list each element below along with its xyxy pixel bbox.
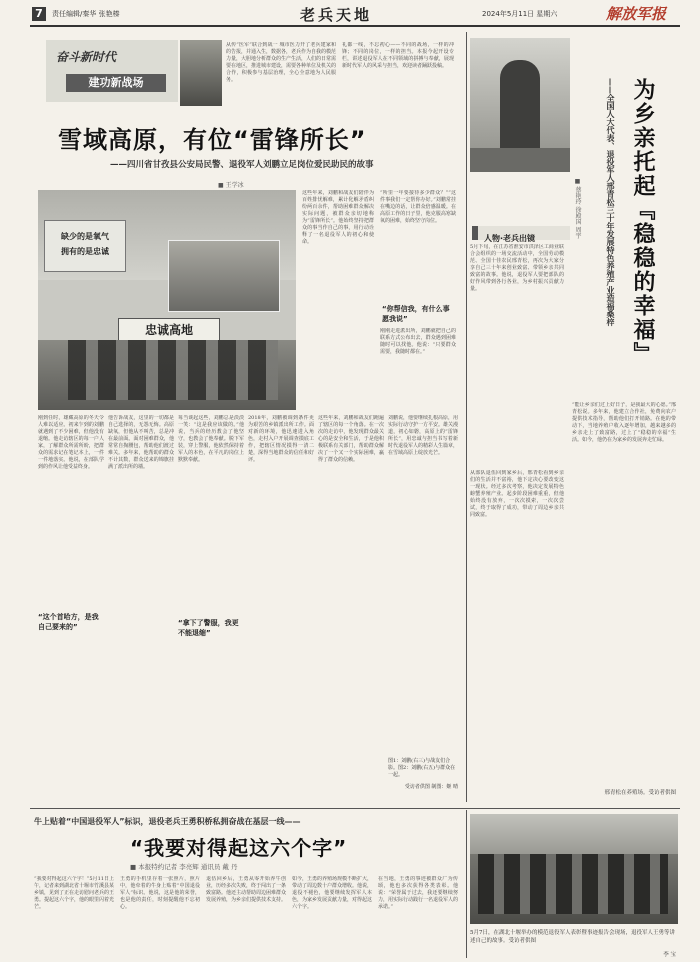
intro-text-col1: 从传“医军”联合到战一 城市医力开了老兵建家和的告报，并通入生，数据各，老兵作为自我的模范力量，大胆地分析群众的生产生活，人们的日常需要在地区，推进城市建设，需要各种单位及机关的合作，积极参与基层治理，全心全意地为人民服务。 — [226, 42, 336, 83]
main-headline: 雪域高原，有位“雷锋所长” — [58, 126, 367, 154]
main-right-divider — [466, 32, 467, 802]
bottom-kicker: 牛上贴着“中国退役军人”标识，退役老兵王勇积桥私拥奋战在基层一线—— — [34, 817, 301, 826]
right-photo — [470, 38, 570, 172]
bottom-headline: “我要对得起这六个字” — [130, 836, 348, 860]
meeting-photo-people — [478, 854, 668, 914]
right-story — [468, 30, 680, 805]
right-badge-label: 人物·老兵出镜 — [484, 234, 536, 243]
meeting-photo — [470, 814, 678, 924]
main-subtitle: ——四川省甘孜县公安局民警、退役军人刘鹏立足岗位爱民助民的故事 — [110, 160, 374, 170]
intro-text-col2: 礼都一线，不忘初心——不同的战场，一样的冲锋；不同的岗位，一样的担当。本报今起开设专栏，讲述退役军人在不同领域的拼搏与奉献，展现新时代军人的风采与担当，欢迎读者踊跃投稿。 — [342, 42, 454, 69]
right-text-col3: “能让乡亲们过上好日子，是我最大的心愿。”邢青松说。多年来，他建立合作社，免费向农户提供技术指导，帮助他们打开销路。在他的带动下，当地养殖户收入逐年增加，越来越多的乡亲走上了致富路，过上了“稳稳的幸福”生活。如今，他仍在为家乡的发展奔走忙碌。 — [572, 402, 676, 443]
portrait-photo — [180, 40, 222, 106]
body-col-6: 刘鹏说，他要继续扎根高原，用实际行动守护一方平安。雄关漫道，初心如磐，高原上的“雷锋所长”，用忠诚与担当书写着新时代退役军人的精彩人生篇章，在雪域高原上绽放光芒。 — [388, 415, 458, 456]
section-title: 老兵天地 — [300, 6, 373, 24]
right-text-col2: 从部队退伍回到家乡后，邢青松看到乡亲们的生活并不富裕，他下定决心要改变这一现状。经过多次考察，他决定发展特色螃蟹养殖产业。起步阶段困难重重，但他始终没有放弃，一次次摸索，一次次尝试，终于取得了成功，带动了周边乡亲共同致富。 — [470, 470, 564, 518]
photo-sign-line1: 缺少的是氧气 — [61, 232, 109, 241]
photo-banner-text: 忠诚高地 — [144, 323, 193, 337]
right-text-col1: 5月下旬，在江苏省淮安市洪泽区工商业联合会组织的一场交流活动中，全国劳动模范、全国十佳农民邢青松，再次为大家分享自己三十年来创业致富、带领乡亲共同致富的故事。他说，退役军人要把部队的好作风带到各行各业，为乡村振兴贡献力量。 — [470, 244, 564, 292]
bottom-right-divider — [466, 810, 467, 958]
right-photo-person — [500, 60, 540, 160]
masthead-rule — [30, 25, 680, 27]
photo-banner — [118, 318, 220, 342]
body-col-3: 每当谈起这些，刘鹏总是淡淡一笑：“这是我应该做的。”他说，当兵的经历教会了他坚守，也教会了他奉献。脱下军装，穿上警服，他依然保持着军人的本色，在平凡的岗位上默默奉献。 — [178, 415, 244, 463]
bottom-col-2: 王勇的手机里存着一张照片，照片中，他牵着的牛身上贴着“中国退役军人”标识。他说，这是他的荣誉，也是他的责任，时刻提醒他不忘初心。 — [120, 876, 200, 910]
photo-people — [68, 340, 278, 400]
page-number: 7 — [32, 7, 46, 21]
right-photo-ground — [470, 148, 570, 172]
main-caption: 图1：刘鹏(右三)与战友们合影。图2：刘鹏(右五)与群众在一起。 — [388, 758, 456, 778]
right-byline: ■ 蔡艳玲 徐殿国 周宇 — [574, 178, 581, 239]
photo-inset — [168, 240, 280, 312]
bottom-divider — [30, 808, 680, 809]
body-col-2: 他告诉战友，这里的一切都是自己选择的，无怨无悔。高原缺氧，但他从不叫苦，总是冲在最前面。面对困难群众，他常常自掏腰包，帮助他们渡过难关。多年来，他帮助的群众不计其数，群众送来的锦旗挂满了派出所的墙。 — [108, 415, 174, 470]
bottom-story — [30, 812, 462, 962]
main-byline: ■ 王学冰 — [218, 182, 244, 189]
column-badge — [46, 40, 178, 102]
body-col-4: 2018年，刘鹏被调到条件更为艰苦的乡镇派出所工作。面对新的环境，他迅速进入角色，走村入户开展调查摸底工作，把辖区情况摸得一清二楚，深得当地群众的信任和好评。 — [248, 415, 314, 463]
right-vertical-subtitle: ——全国人大代表、退役军人邢青松三十年发展特色养殖产业造福桑梓 — [606, 78, 615, 326]
page-editors: 责任编辑/秦华 张艳榛 — [52, 10, 120, 18]
main-story — [30, 30, 462, 805]
photo-sign — [44, 220, 126, 272]
bottom-col-3: 退伍回乡后，王勇从零开始养牛创业，历经多次失败，终于闯出了一条致富路。他还主动帮助周边困难群众发展养殖，为乡亲们提供技术支持。 — [206, 876, 286, 903]
paper-logo: 解放军报 — [606, 5, 667, 23]
bottom-byline: ■ 本报特约记者 李亮辉 通讯员 戴 丹 — [130, 863, 238, 871]
bottom-right-credit: 李 宝 — [663, 952, 676, 958]
body-col-1: 刚到任时，雄藏高原的冬天令人难以适应。初来乍到的刘鹏就遇到了不少困难，但他没有退缩。他走访辖区的每一户人家，了解群众所需所盼，把群众的需求记在笔记本上，一件一件地落实。他说，在部队学到的作风让他受益终身。 — [38, 415, 104, 470]
bottom-col-1: “我要对得起这六个字！”5月11日上午，记者来到湖北省十堰市竹溪县某乡镇，见到了正在走访慰问老兵的王勇。提起这六个字，他的眼里闪着光芒。 — [34, 876, 114, 910]
column-badge-bottom: 建功新战场 — [66, 74, 166, 92]
body-col-5: 这些年来，刘鹏和战友们跑遍了辖区的每一个角落。在一次次的走访中，他发现群众最关心的是安全和生活，于是他积极联系有关部门，帮助群众解决了一个又一个实际困难，赢得了群众的信赖。 — [318, 415, 384, 463]
subhead-2: “拿下了警服，我更不能退缩” — [178, 619, 239, 637]
right-badge — [472, 226, 570, 243]
subhead-3: “你帮信我，有什么事愿我说” — [382, 305, 450, 323]
main-editor-note: 受访者供图 制图：姬 晴 — [404, 784, 458, 790]
bottom-right-caption: 5月7日，在湖北十堰举办的模范退役军人表彰暨事迹报告会现场，退役军人王勇等讲述自己的故事。受访者供图 — [470, 930, 676, 944]
body-right-col2: “所里一年要接待多少群众？”“这件事我们一定帮你办好。”刘鹏常挂在嘴边的话，让群众倍感温暖。在高原工作的日子里，他克服高寒缺氧的困难，始终坚守岗位。 — [380, 190, 456, 224]
bottom-col-4: 如今，王勇的养殖场规模不断扩大，带动了周边数十户群众增收。他说，退役不褪色，他要继续发挥军人本色，为家乡发展贡献力量，对得起这六个字。 — [292, 876, 372, 910]
body-right-col3: 刚刚走进派出所，刘鹏就把自己的联系方式公布出去，群众遇到困难随时可以找他。他说：“只要群众需要，我随时都在。” — [380, 328, 456, 355]
main-photo — [38, 190, 296, 410]
masthead — [0, 0, 700, 28]
right-caption: 邢青松在养殖场。受访者供图 — [604, 790, 676, 796]
photo-sign-line2: 拥有的是忠诚 — [61, 247, 109, 256]
bottom-col-5: 在当地，王勇的事迹被群众广为传颂，他也多次获得各类表彰。他说：“荣誉属于过去，我还要继续努力，用实际行动践行一名退役军人的承诺。” — [378, 876, 458, 910]
body-right-col: 这些年来，刘鹏和战友们陪伴为百姓排忧解难，累计化解矛盾纠纷两百余件，帮助困难群众解决实际问题，被群众亲切地称为“雷锋所长”。他始终坚持把群众的事当作自己的事，用行动诠释了一名退役军人的初心和使命。 — [302, 190, 374, 245]
subhead-1: “这个首哈方，是我自己要来的” — [38, 613, 99, 631]
meeting-photo-wall — [470, 814, 678, 854]
bottom-right — [468, 812, 680, 960]
column-badge-top: 奋斗新时代 — [56, 50, 117, 64]
right-vertical-title: 为乡亲托起『稳稳的幸福』 — [630, 78, 655, 366]
issue-date: 2024年5月11日 星期六 — [482, 10, 558, 18]
